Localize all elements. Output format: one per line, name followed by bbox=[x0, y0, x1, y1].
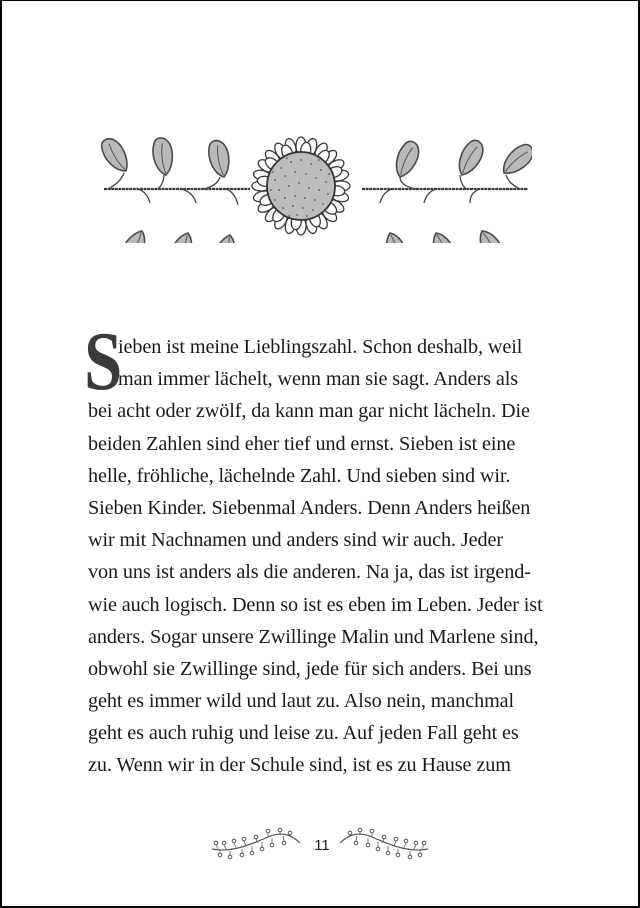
text-line: wie auch logisch. Denn so ist es eben im Leben. Jeder ist bbox=[88, 593, 543, 616]
body-text bbox=[84, 315, 554, 782]
text-line: obwohl sie Zwillinge sind, jede für sich anders. Bei uns bbox=[88, 657, 532, 680]
berry-vine-right-icon bbox=[338, 827, 430, 861]
drop-cap: S bbox=[84, 315, 123, 408]
text-line: zu. Wenn wir in der Schule sind, ist es zu Hause zum bbox=[88, 754, 511, 777]
text-line: geht es auch ruhig und leise zu. Auf jeden Fall geht es bbox=[88, 722, 519, 745]
text-line: beiden Zahlen sind eher tief und ernst. Sieben ist eine bbox=[88, 432, 516, 455]
text-line: ieben ist meine Lieblingszahl. Schon deshalb, weil bbox=[118, 336, 523, 358]
text-line: bei acht oder zwölf, da kann man gar nicht lächeln. Die bbox=[88, 400, 530, 423]
text-line: helle, fröhliche, lächelnde Zahl. Und sieben sind wir. bbox=[88, 464, 511, 487]
text-line: man immer lächelt, wenn man sie sagt. Anders als bbox=[118, 368, 518, 391]
text-line: anders. Sogar unsere Zwillinge Malin und Marlene sind, bbox=[88, 625, 539, 648]
sunflower-vine-icon bbox=[100, 133, 532, 243]
text-line: von uns ist anders als die anderen. Na ja, das ist irgend- bbox=[88, 561, 531, 584]
page-number: 11 bbox=[314, 837, 330, 854]
berry-vine-left-icon bbox=[210, 827, 302, 861]
text-line: wir mit Nachnamen und anders sind wir auch. Jeder bbox=[88, 529, 503, 552]
sunflower-vine-ornament bbox=[100, 133, 532, 243]
text-line: geht es immer wild und laut zu. Also nein, manchmal bbox=[88, 690, 515, 713]
page-footer bbox=[2, 827, 640, 867]
text-line: Sieben Kinder. Siebenmal Anders. Denn Anders heißen bbox=[88, 496, 531, 519]
